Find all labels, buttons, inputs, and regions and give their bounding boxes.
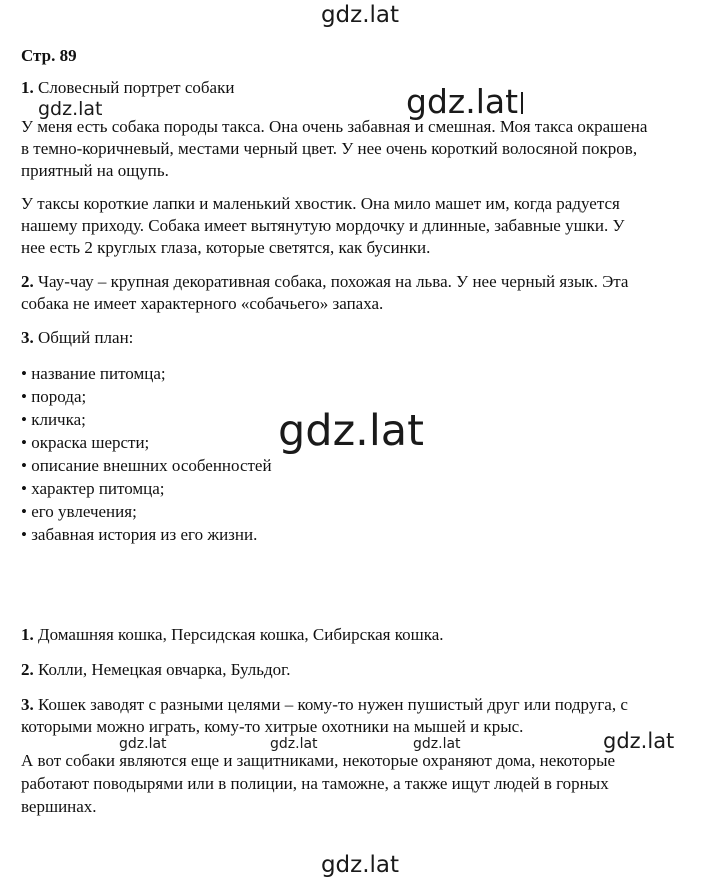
sec2-item2 (21, 659, 290, 681)
sec2-item3-line2: которыми можно играть, кому-то хитрые охотники на мышей и крыс. (21, 717, 524, 736)
item-number: 2. (21, 660, 34, 679)
watermark-small: gdz.lat (270, 736, 318, 752)
plan-item: • характер питомца; (21, 479, 165, 498)
item-number: 1. (21, 625, 34, 644)
watermark-small: gdz.lat (38, 98, 103, 120)
item-number: 2. (21, 272, 34, 291)
watermark-center: gdz.lat (278, 406, 424, 456)
sec1-item2-line2: собака не имеет характерного «собачьего» запаха. (21, 294, 384, 313)
item-number: 1. (21, 78, 34, 97)
sec2-item1 (21, 624, 444, 646)
watermark-top: gdz.lat (320, 2, 400, 28)
sec1-p1-line1: У меня есть собака породы такса. Она очень забавная и смешная. Моя такса окрашена (21, 117, 648, 136)
sec2-p-line1: А вот собаки являются еще и защитниками, некоторые охраняют дома, некоторые (21, 751, 616, 770)
item-text: Кошек заводят с разными целями – кому-то нужен пушистый друг или подруга, с (33, 695, 628, 714)
sec2-item3-line1 (21, 694, 628, 716)
sec1-p2-line2: нашему приходу. Собака имеет вытянутую мордочку и длинные, забавные ушки. У (21, 216, 625, 235)
watermark-right: gdz.lat (603, 729, 675, 753)
sec1-p2-line1: У таксы короткие лапки и маленький хвостик. Она мило машет им, когда радуется (21, 194, 620, 213)
plan-item: • порода; (21, 387, 87, 406)
item-text: Словесный портрет собаки (33, 78, 235, 97)
watermark-text: gdz.lat (406, 82, 519, 121)
watermark-small: gdz.lat (119, 736, 167, 752)
plan-item: • название питомца; (21, 364, 166, 383)
plan-item: • забавная история из его жизни. (21, 525, 258, 544)
item-number: 3. (21, 328, 34, 347)
item-text: Общий план: (33, 328, 134, 347)
sec1-p2-line3: нее есть 2 круглых глаза, которые светятся, как бусинки. (21, 238, 431, 257)
page-title: Стр. 89 (21, 46, 77, 65)
plan-item: • окраска шерсти; (21, 433, 150, 452)
item-text: Чау-чау – крупная декоративная собака, похожая на льва. У нее черный язык. Эта (33, 272, 629, 291)
sec1-item3 (21, 327, 133, 349)
sec2-p-line2: работают поводырями или в полиции, на таможне, а также ищут людей в горных (21, 774, 609, 793)
sec1-item1 (21, 77, 234, 99)
plan-item: • описание внешних особенностей (21, 456, 272, 475)
item-text: Домашняя кошка, Персидская кошка, Сибирская кошка. (33, 625, 444, 644)
sec2-p-line3: вершинах. (21, 797, 97, 816)
plan-item: • его увлечения; (21, 502, 137, 521)
sec1-p1-line3: приятный на ощупь. (21, 161, 169, 180)
watermark-small: gdz.lat (413, 736, 461, 752)
watermark-large (406, 82, 523, 121)
item-number: 3. (21, 695, 34, 714)
watermark-cursor-bar (521, 92, 523, 114)
sec1-p1-line2: в темно-коричневый, местами черный цвет. У нее очень короткий волосяной покров, (21, 139, 638, 158)
item-text: Колли, Немецкая овчарка, Бульдог. (33, 660, 291, 679)
sec1-item2-line1 (21, 271, 628, 293)
watermark-bottom: gdz.lat (320, 852, 400, 878)
plan-item: • кличка; (21, 410, 86, 429)
